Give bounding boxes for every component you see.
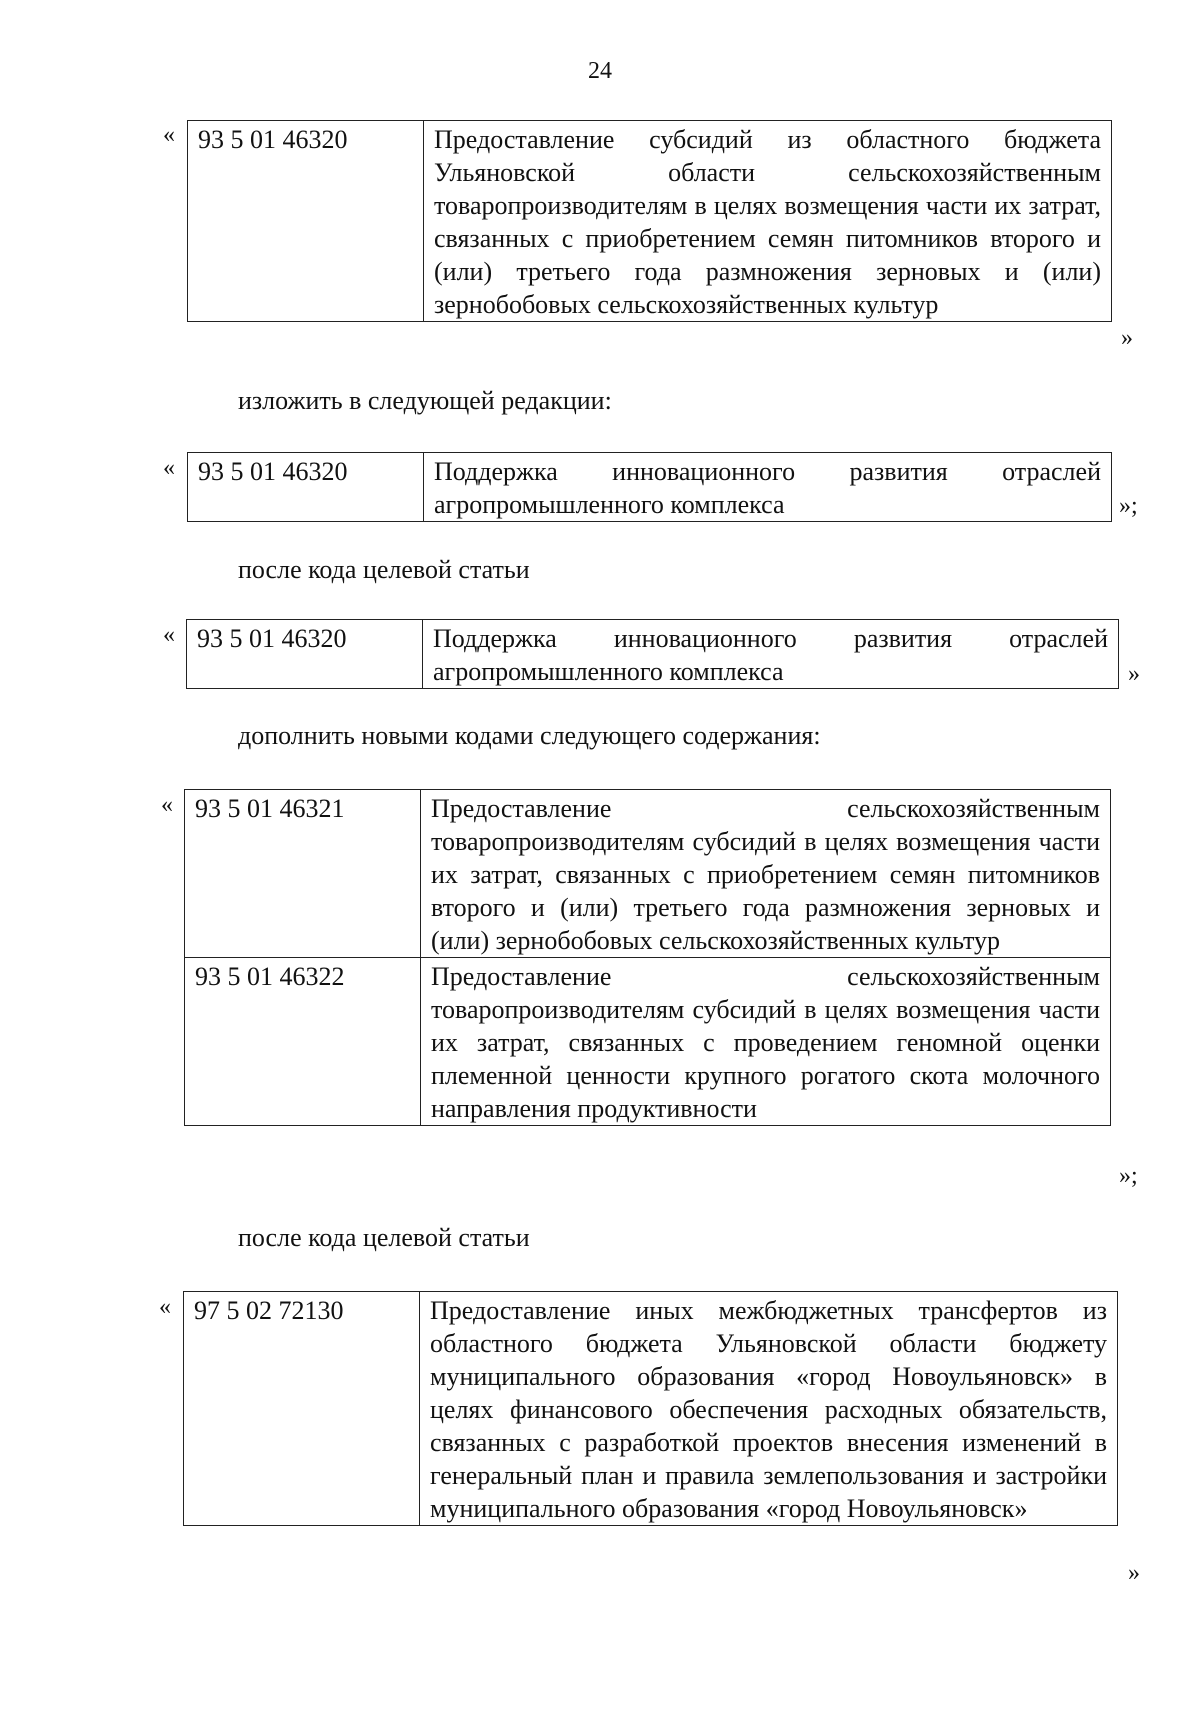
target-code: 97 5 02 72130	[184, 1292, 420, 1526]
table-row	[185, 790, 1111, 958]
code-description: Поддержка инновационного развития отраслей агропромышленного комплекса	[424, 453, 1112, 522]
target-code: 93 5 01 46322	[185, 958, 421, 1126]
code-table	[186, 619, 1119, 689]
code-description: Предоставление субсидий из областного бюджета Ульяновской области сельскохозяйственным товаропроизводителям в целях возмещения части их затрат, связанных с приобретением семян питомников второго и (или) третьего года размножения зерновых и (или) зернобобовых сельскохозяйственных культур	[424, 121, 1112, 322]
target-code: 93 5 01 46321	[185, 790, 421, 958]
closing-quote: »;	[1119, 493, 1138, 519]
code-description: Поддержка инновационного развития отраслей агропромышленного комплекса	[423, 620, 1119, 689]
code-description: Предоставление иных межбюджетных трансфертов из областного бюджета Ульяновской области бюджету муниципального образования «город Новоульяновск» в целях финансового обеспечения расходных обязательств, связанных с разработкой проектов внесения изменений в генеральный план и правила землепользования и застройки муниципального образования «город Новоульяновск»	[420, 1292, 1118, 1526]
code-description: Предоставление сельскохозяйственным товаропроизводителям субсидий в целях возмещения части их затрат, связанных с проведением геномной оценки племенной ценности крупного рогатого скота молочного направления продуктивности	[421, 958, 1111, 1126]
paragraph-text: дополнить новыми кодами следующего содержания:	[238, 721, 821, 750]
opening-quote: «	[163, 622, 175, 648]
opening-quote: «	[163, 122, 175, 148]
code-table	[187, 452, 1112, 522]
closing-quote: »	[1121, 325, 1133, 351]
opening-quote: «	[159, 1294, 171, 1320]
target-code: 93 5 01 46320	[188, 453, 424, 522]
code-table	[187, 120, 1112, 322]
table-row	[185, 958, 1111, 1126]
table-row	[187, 620, 1119, 689]
closing-quote: »	[1128, 1560, 1140, 1586]
table-row	[188, 121, 1112, 322]
code-description: Предоставление сельскохозяйственным товаропроизводителям субсидий в целях возмещения части их затрат, связанных с приобретением семян питомников второго и (или) третьего года размножения зерновых и (или) зернобобовых сельскохозяйственных культур	[421, 790, 1111, 958]
target-code: 93 5 01 46320	[188, 121, 424, 322]
closing-quote: »;	[1119, 1163, 1138, 1189]
code-table	[183, 1291, 1118, 1526]
opening-quote: «	[161, 792, 173, 818]
closing-quote: »	[1128, 661, 1140, 687]
paragraph-text: изложить в следующей редакции:	[238, 386, 612, 415]
page-number: 24	[588, 58, 612, 84]
target-code: 93 5 01 46320	[187, 620, 423, 689]
paragraph-text: после кода целевой статьи	[238, 555, 530, 584]
code-table	[184, 789, 1111, 1126]
table-row	[184, 1292, 1118, 1526]
opening-quote: «	[163, 455, 175, 481]
table-row	[188, 453, 1112, 522]
paragraph-text: после кода целевой статьи	[238, 1223, 530, 1252]
